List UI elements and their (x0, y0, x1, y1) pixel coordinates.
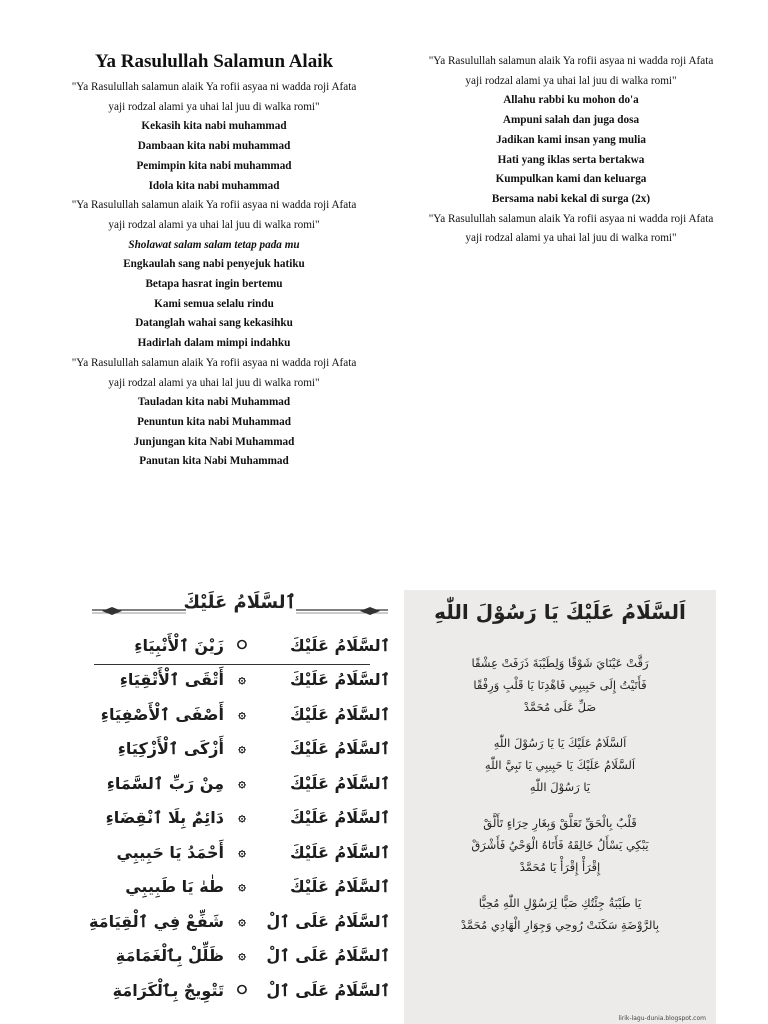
arabic-poem-line: يَبْكِي يَسْأَلُ خَالِقَهُ فَأَتَاهُ الْوَحْيُ فَأَشْرَقْ (471, 838, 649, 852)
song-title: Ya Rasulullah Salamun Alaik (94, 51, 334, 72)
stanza-gap (428, 718, 692, 732)
lyric-line: Sholawat salam salam tetap pada mu (128, 238, 300, 251)
arabic-salam-text: ٱلسَّلَامُ عَلَى ٱلْ (266, 980, 390, 1000)
verse-separator-icon: ۞ (238, 775, 246, 791)
arabic-poem-line: يَا طَيْبَةُ جِئْتُكِ صَبًّا لِرَسُوْلِ اللّٰهِ مُحِبًّا (478, 896, 642, 910)
lyric-line: Jadikan kami insan yang mulia (496, 133, 646, 146)
arabic-epithet-text: طٰهٰ يَا طَبِيبِي (125, 877, 224, 897)
blog-credit: lirik-lagu-dunia.blogspot.com (618, 1015, 706, 1022)
arabic-salawat-image-left (88, 588, 394, 1020)
stanza-gap (428, 878, 692, 892)
lyric-line: Panutan kita Nabi Muhammad (139, 455, 289, 468)
lyric-line: Dambaan kita nabi muhammad (137, 140, 291, 153)
refrain-line: "Ya Rasulullah salamun alaik Ya rofii asyaa ni wadda roji Afata (428, 55, 714, 67)
lyric-line: Kami semua selalu rindu (154, 297, 274, 310)
lyric-line: Junjungan kita Nabi Muhammad (133, 435, 295, 448)
arabic-poem-line: اَلسَّلَامُ عَلَيْكَ يَا يَا رَسُوْلَ اللّٰهِ (493, 736, 627, 750)
arabic-row (94, 835, 390, 870)
lyric-line: Datanglah wahai sang kekasihku (135, 317, 293, 330)
arabic-rows-left (88, 628, 390, 1008)
arabic-epithet-text: أَصْفَى ٱلْأَصْفِيَاءِ (100, 704, 224, 724)
arabic-lyrics-image-right (404, 590, 716, 1024)
arabic-salam-text: ٱلسَّلَامُ عَلَيْكَ (290, 773, 390, 793)
stanza-gap (428, 798, 692, 812)
lyric-line: Bersama nabi kekal di surga (2x) (491, 192, 651, 205)
arabic-epithet-text: مِنْ رَبِّ ٱلسَّمَاءِ (106, 773, 224, 793)
verse-separator-icon: ۞ (238, 913, 246, 929)
arabic-epithet-text: زَيْنَ ٱلْأَنْبِيَاءِ (134, 635, 224, 655)
arabic-row (94, 801, 390, 836)
lyric-line: Allahu rabbi ku mohon do'a (503, 94, 639, 107)
refrain-line: "Ya Rasulullah salamun alaik Ya rofii asyaa ni wadda roji Afata (71, 81, 357, 93)
stanza-gap (428, 936, 692, 950)
verse-separator-icon: ۞ (238, 672, 246, 688)
refrain-line: yaji rodzal alami ya uhai lal juu di walka romi" (108, 376, 320, 389)
arabic-epithet-text: دَائِمٌ بِلَا ٱنْقِضَاءِ (105, 808, 224, 828)
arabic-row (94, 973, 390, 1008)
verse-separator-icon: ⭘ (236, 982, 248, 998)
arabic-salam-text: ٱلسَّلَامُ عَلَيْكَ (290, 877, 390, 897)
arabic-row (94, 870, 390, 905)
arabic-salam-text: ٱلسَّلَامُ عَلَيْكَ (290, 842, 390, 862)
arabic-epithet-text: تَتْوِيجٌ بِٱلْكَرَامَةِ (112, 980, 224, 1000)
arabic-salam-text: ٱلسَّلَامُ عَلَيْكَ (290, 739, 390, 759)
arabic-epithet-text: أَتْقَى ٱلْأَتْقِيَاءِ (119, 670, 224, 690)
arabic-heading: اَلسَّلَامُ عَلَيْكَ يَا رَسُوْلَ اللّٰهِ (434, 600, 686, 624)
arabic-salam-text: ٱلسَّلَامُ عَلَيْكَ (290, 670, 390, 690)
arabic-row (94, 732, 390, 767)
refrain-line: yaji rodzal alami ya uhai lal juu di walka romi" (465, 232, 677, 245)
lyric-line: Betapa hasrat ingin bertemu (145, 278, 283, 291)
arabic-row (94, 663, 390, 698)
refrain-line: yaji rodzal alami ya uhai lal juu di walka romi" (108, 100, 320, 113)
lyrics-right-lines (402, 52, 740, 249)
verse-separator-icon: ۞ (238, 810, 246, 826)
refrain-line: yaji rodzal alami ya uhai lal juu di walka romi" (108, 218, 320, 231)
lyric-line: Engkaulah sang nabi penyejuk hatiku (123, 258, 305, 271)
arabic-row (94, 766, 390, 801)
arabic-row (88, 904, 390, 939)
lyric-line: Tauladan kita nabi Muhammad (137, 396, 291, 409)
refrain-line: "Ya Rasulullah salamun alaik Ya rofii asyaa ni wadda roji Afata (428, 212, 714, 225)
refrain-line: "Ya Rasulullah salamun alaik Ya rofii asyaa ni wadda roji Afata (71, 356, 357, 369)
arabic-epithet-text: أَحْمَدُ يَا حَبِيبِي (116, 842, 224, 862)
lyric-line: Kumpulkan kami dan keluarga (495, 173, 647, 186)
lyrics-left-lines (44, 78, 384, 472)
lyric-line: Hadirlah dalam mimpi indahku (137, 337, 291, 350)
verse-separator-icon: ۞ (238, 879, 246, 895)
arabic-poem-line: رَقَّتْ عَيْنَايَ شَوْقًا وَلِطَيْبَةَ ذَرَفَتْ عِشْقًا (471, 656, 649, 670)
arabic-epithet-text: شَفِّعْ فِي ٱلْقِيَامَةِ (88, 911, 224, 931)
verse-separator-icon: ۞ (238, 741, 246, 757)
arabic-poem-line: صَلِّ عَلَى مُحَمَّدْ (523, 700, 597, 714)
arabic-salam-text: ٱلسَّلَامُ عَلَى ٱلْ (266, 946, 390, 966)
arabic-poem-line: يَا رَسُوْلَ اللّٰهِ (529, 780, 591, 794)
arabic-epithet-text: أَزْكَى ٱلْأَزْكِيَاءِ (117, 739, 224, 759)
arabic-row (94, 697, 390, 732)
arabic-poem (428, 652, 692, 950)
arabic-salam-text: ٱلسَّلَامُ عَلَى ٱلْ (266, 911, 390, 931)
arabic-poem-line: قَلْبٌ بِالْحَقِّ تَعَلَّقْ وَبِغَارِ حِرَاءٍ تَأَلَّقْ (483, 816, 637, 830)
lyric-line: Kekasih kita nabi muhammad (141, 120, 287, 133)
arabic-row (94, 628, 390, 663)
arabic-row (94, 939, 390, 974)
lyric-line: Ampuni salah dan juga dosa (502, 114, 640, 127)
verse-separator-icon: ۞ (238, 706, 246, 722)
arabic-poem-line: إِقْرَأْ إِقْرَأْ يَا مُحَمَّدْ (519, 860, 601, 874)
lyrics-left-column (44, 50, 384, 472)
verse-separator-icon: ۞ (238, 948, 246, 964)
lyric-line: Idola kita nabi muhammad (148, 179, 280, 192)
arabic-poem-line: بِالرَّوْضَةِ سَكَنَتْ رُوحِي وَجِوَارِ الْهَادِي مُحَمَّدْ (460, 918, 660, 932)
lyrics-right-column (402, 52, 740, 249)
arabic-header-text: ٱلسَّلَامُ عَلَيْكَ (183, 592, 296, 613)
arabic-salam-text: ٱلسَّلَامُ عَلَيْكَ (290, 704, 390, 724)
arabic-poem-line: اَلسَّلَامُ عَلَيْكَ يَا حَبِيبِي يَا نَبِيَّ اللّٰهِ (484, 758, 636, 772)
lyric-line: Penuntun kita nabi Muhammad (137, 415, 291, 428)
arabic-poem-line: فَأَتَيْتُ إِلَى حَبِيبِي فَاهْدِنَا يَا قَلْبِ وَرِفْقًا (473, 678, 647, 692)
arabic-epithet-text: ظَلِّلْ بِٱلْغَمَامَةِ (115, 946, 224, 966)
refrain-line: "Ya Rasulullah salamun alaik Ya rofii asyaa ni wadda roji Afata (71, 199, 357, 212)
lyric-line: Hati yang iklas serta bertakwa (497, 153, 645, 166)
refrain-line: yaji rodzal alami ya uhai lal juu di walka romi" (465, 74, 677, 87)
arabic-salam-text: ٱلسَّلَامُ عَلَيْكَ (290, 635, 390, 655)
verse-separator-icon: ۞ (238, 844, 246, 860)
lyric-line: Pemimpin kita nabi muhammad (136, 159, 292, 172)
arabic-salam-text: ٱلسَّلَامُ عَلَيْكَ (290, 808, 390, 828)
verse-separator-icon: ⭘ (236, 637, 248, 653)
